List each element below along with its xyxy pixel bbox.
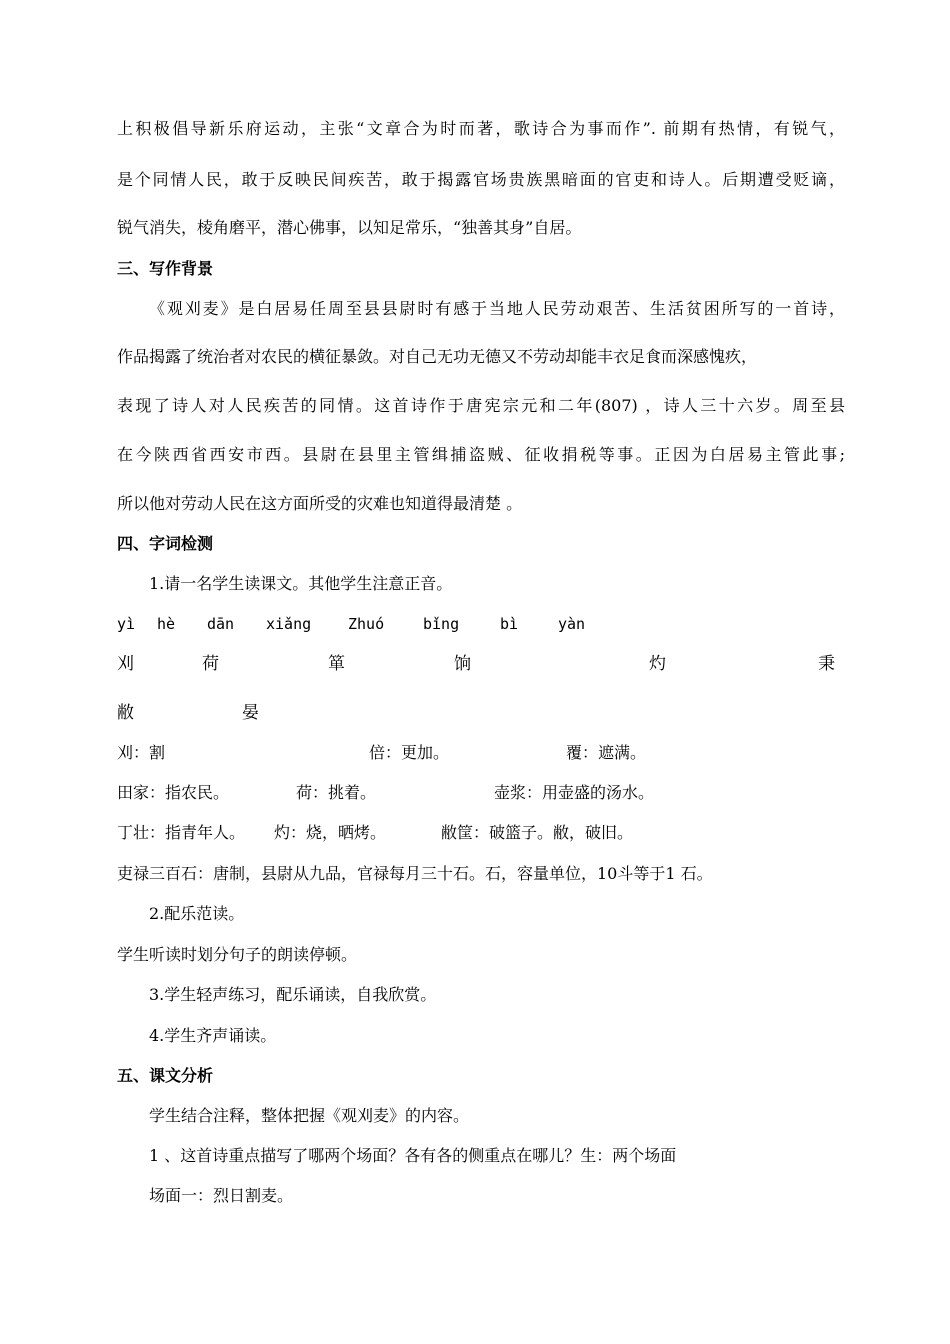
pinyin-6: bǐng xyxy=(423,615,460,633)
gloss-1-2: 倍：更加。 xyxy=(369,743,450,762)
gloss-3-2: 灼：烧，晒烤。 xyxy=(274,823,387,842)
gloss-2-3: 壶浆：用壶盛的汤水。 xyxy=(494,783,655,802)
pinyin-1: yì xyxy=(117,615,136,633)
gloss-1-1: 刈：割 xyxy=(117,743,166,762)
char-7: 敝 xyxy=(117,703,134,723)
pinyin-2: hè xyxy=(157,615,176,633)
step-2: 2.配乐范读。 xyxy=(149,904,245,923)
section-5-heading: 五、课文分析 xyxy=(117,1066,214,1085)
pinyin-7: bì xyxy=(500,615,519,633)
section-4-heading: 四、字词检测 xyxy=(117,534,214,553)
char-8: 晏 xyxy=(242,703,259,723)
step-2-note: 学生听读时划分句子的朗读停顿。 xyxy=(117,945,358,964)
char-4: 饷 xyxy=(454,654,471,674)
char-1: 刈 xyxy=(117,654,134,674)
char-3: 箪 xyxy=(328,654,345,674)
bio-line-3: 锐气消失，棱角磨平，潜心佛事，以知足常乐，“独善其身”自居。 xyxy=(117,218,582,237)
gloss-2-2: 荷：挑着。 xyxy=(296,783,377,802)
analysis-line-2: 1 、这首诗重点描写了哪两个场面？各有各的侧重点在哪儿？生：两个场面 xyxy=(149,1146,677,1165)
bio-line-1: 上积极倡导新乐府运动，主张“文章合为时而著，歌诗合为事而作”. 前期有热情，有锐气， xyxy=(117,119,845,138)
char-5: 灼 xyxy=(649,654,666,674)
char-6: 秉 xyxy=(818,654,835,674)
background-line-2: 作品揭露了统治者对农民的横征暴敛。对自己无功无德又不劳动却能丰衣足食而深感愧疚， xyxy=(117,347,758,366)
gloss-row-4: 吏禄三百石：唐制，县尉从九品，官禄每月三十石。石，容量单位，10斗等于1 石。 xyxy=(117,864,713,883)
gloss-2-1: 田家：指农民。 xyxy=(117,783,230,802)
analysis-line-3: 场面一：烈日割麦。 xyxy=(149,1186,294,1205)
bio-line-2: 是个同情人民，敢于反映民间疾苦，敢于揭露官场贵族黑暗面的官吏和诗人。后期遭受贬谪， xyxy=(117,170,845,189)
pinyin-5: Zhuó xyxy=(348,615,385,633)
section-3-heading: 三、写作背景 xyxy=(117,259,214,278)
step-1: 1.请一名学生读课文。其他学生注意正音。 xyxy=(149,574,453,593)
gloss-3-1: 丁壮：指青年人。 xyxy=(117,823,246,842)
gloss-1-3: 覆：遮满。 xyxy=(566,743,647,762)
step-3: 3.学生轻声练习，配乐诵读，自我欣赏。 xyxy=(149,985,437,1004)
pinyin-8: yàn xyxy=(558,615,586,633)
gloss-3-3: 敝筐：破篮子。敝，破旧。 xyxy=(441,823,634,842)
background-line-5: 所以他对劳动人民在这方面所受的灾难也知道得最清楚 。 xyxy=(117,494,523,513)
pinyin-4: xiǎng xyxy=(266,615,312,633)
background-line-3: 表现了诗人对人民疾苦的同情。这首诗作于唐宪宗元和二年(807) ，诗人三十六岁。周至县 xyxy=(117,396,845,415)
char-2: 荷 xyxy=(202,654,219,674)
background-line-4: 在今陕西省西安市西。县尉在县里主管缉捕盗贼、征收捐税等事。正因为白居易主管此事; xyxy=(117,445,845,464)
step-4: 4.学生齐声诵读。 xyxy=(149,1026,277,1045)
background-line-1: 《观刈麦》是白居易任周至县县尉时有感于当地人民劳动艰苦、生活贫困所写的一首诗， xyxy=(149,299,845,318)
analysis-line-1: 学生结合注释，整体把握《观刈麦》的内容。 xyxy=(149,1106,470,1125)
pinyin-3: dān xyxy=(207,615,235,633)
